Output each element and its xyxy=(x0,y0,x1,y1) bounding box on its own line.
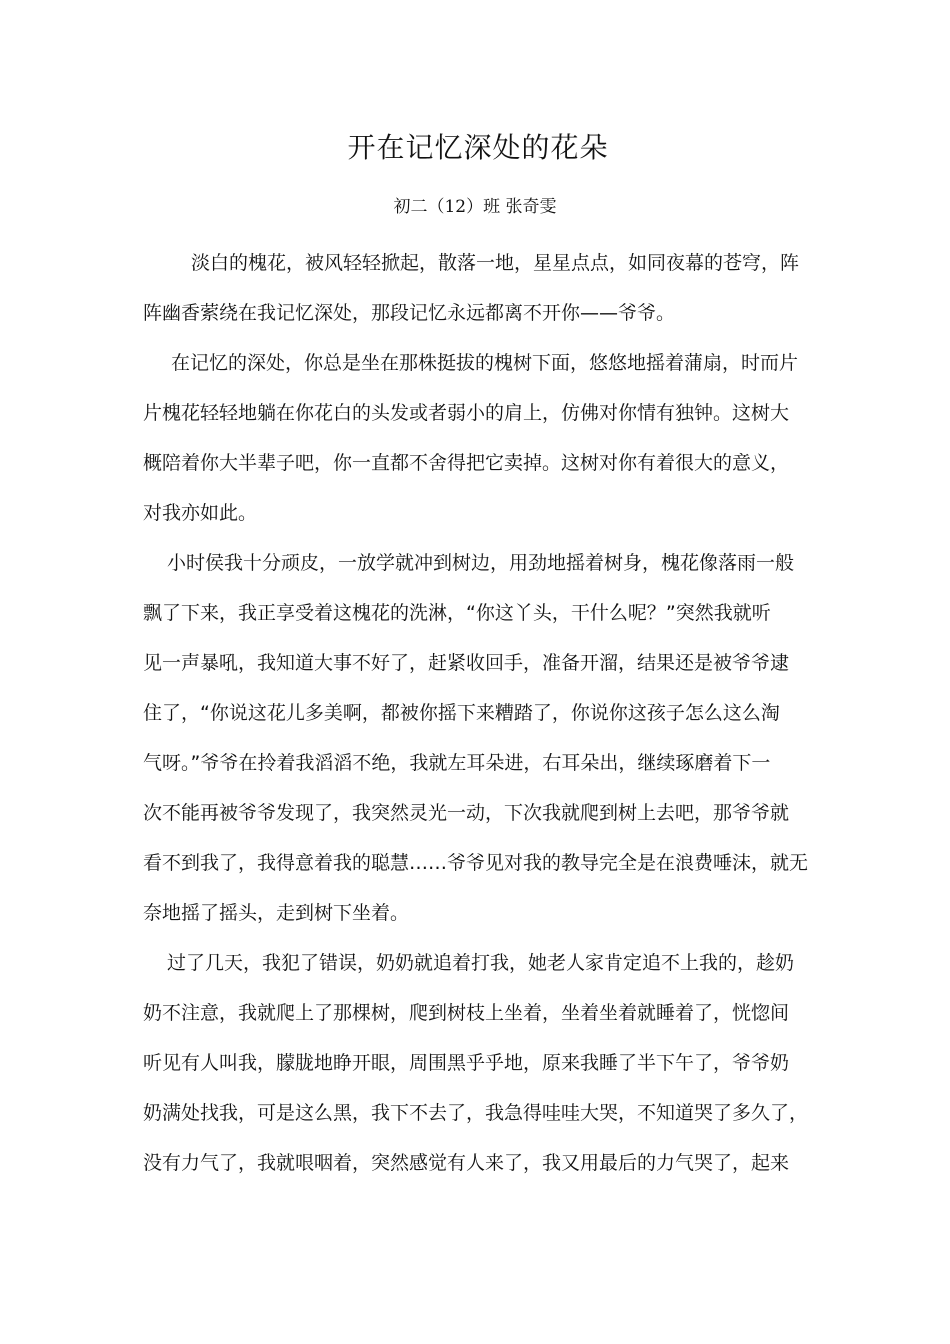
essay-body xyxy=(143,238,808,1188)
paragraph xyxy=(143,938,808,1188)
text-line: 见一声暴吼，我知道大事不好了，赶紧收回手，准备开溜，结果还是被爷爷逮 xyxy=(143,652,790,674)
text-line: 奶满处找我，可是这么黑，我下不去了，我急得哇哇大哭，不知道哭了多久了， xyxy=(143,1102,809,1124)
text-line: 气呀。”爷爷在拎着我滔滔不绝，我就左耳朵进，右耳朵出，继续琢磨着下一 xyxy=(143,752,771,774)
text-line: 奈地摇了摇头，走到树下坐着。 xyxy=(143,902,410,924)
paragraph xyxy=(143,338,808,538)
text-line: 住了，“你说这花儿多美啊，都被你摇下来糟踏了，你说你这孩子怎么这么淘 xyxy=(143,702,780,724)
text-line: 片槐花轻轻地躺在你花白的头发或者弱小的肩上，仿佛对你情有独钟。这树大 xyxy=(143,402,790,424)
text-line: 次不能再被爷爷发现了，我突然灵光一动，下次我就爬到树上去吧，那爷爷就 xyxy=(143,802,790,824)
author-line: 初二（12）班 张奇雯 xyxy=(393,197,557,217)
document-title: 开在记忆深处的花朵 xyxy=(347,131,609,164)
text-line: 概陪着你大半辈子吧，你一直都不舍得把它卖掉。这树对你有着很大的意义， xyxy=(143,452,790,474)
text-line: 听见有人叫我，朦胧地睁开眼，周围黑乎乎地，原来我睡了半下午了，爷爷奶 xyxy=(143,1052,790,1074)
text-line: 小时侯我十分顽皮，一放学就冲到树边，用劲地摇着树身，槐花像落雨一般 xyxy=(167,552,795,574)
text-line: 看不到我了，我得意着我的聪慧……爷爷见对我的教导完全是在浪费唾沫，就无 xyxy=(143,852,809,874)
text-line: 过了几天，我犯了错误，奶奶就追着打我，她老人家肯定追不上我的，趁奶 xyxy=(167,952,795,974)
text-line: 奶不注意，我就爬上了那棵树，爬到树枝上坐着，坐着坐着就睡着了，恍惚间 xyxy=(143,1002,790,1024)
text-line: 飘了下来，我正享受着这槐花的洗淋，“你这丫头，干什么呢？”突然我就听 xyxy=(143,602,771,624)
text-line: 在记忆的深处，你总是坐在那株挺拔的槐树下面，悠悠地摇着蒲扇，时而片 xyxy=(171,352,799,374)
paragraph xyxy=(143,238,808,338)
text-line: 没有力气了，我就哏咽着，突然感觉有人来了，我又用最后的力气哭了，起来 xyxy=(143,1152,790,1174)
text-line: 对我亦如此。 xyxy=(143,502,258,524)
paragraph xyxy=(143,538,808,938)
text-line: 阵幽香萦绕在我记忆深处，那段记忆永远都离不开你——爷爷。 xyxy=(143,302,676,324)
text-line: 淡白的槐花，被风轻轻掀起，散落一地，星星点点，如同夜幕的苍穹，阵 xyxy=(191,252,800,274)
